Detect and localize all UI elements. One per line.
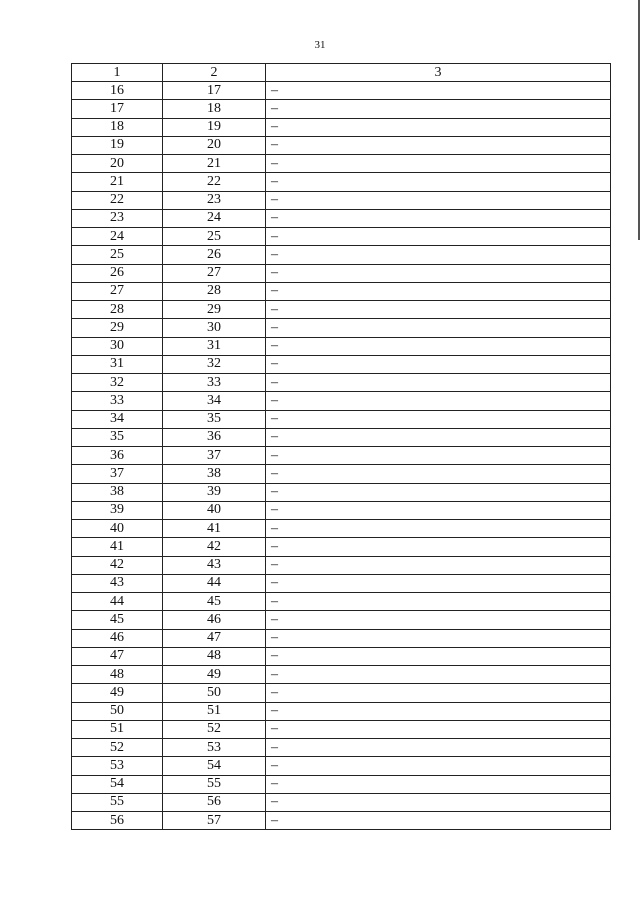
table-cell-col-2: 38 [163, 465, 266, 483]
table-row [72, 793, 611, 811]
table-row [72, 374, 611, 392]
table-cell-col-2: 29 [163, 301, 266, 319]
table-cell-col-3: – [266, 374, 611, 392]
table-cell-col-1: 33 [72, 392, 163, 410]
table-cell-col-3: – [266, 520, 611, 538]
table-cell-col-3: – [266, 501, 611, 519]
table-cell-col-3: – [266, 264, 611, 282]
table-cell-col-1: 31 [72, 355, 163, 373]
table-cell-col-1: 46 [72, 629, 163, 647]
table-cell-col-2: 42 [163, 538, 266, 556]
table-cell-col-3: – [266, 629, 611, 647]
table-cell-col-1: 39 [72, 501, 163, 519]
table-cell-col-1: 56 [72, 812, 163, 830]
table-cell-col-3: – [266, 647, 611, 665]
table-cell-col-3: – [266, 775, 611, 793]
table-cell-col-2: 56 [163, 793, 266, 811]
table-cell-col-1: 25 [72, 246, 163, 264]
table-cell-col-3: – [266, 483, 611, 501]
table-row [72, 447, 611, 465]
table-row [72, 611, 611, 629]
table-cell-col-3: – [266, 191, 611, 209]
table-cell-col-3: – [266, 465, 611, 483]
table-cell-col-3: – [266, 702, 611, 720]
table-cell-col-1: 22 [72, 191, 163, 209]
table-cell-col-3: – [266, 757, 611, 775]
table-row [72, 173, 611, 191]
table-row [72, 812, 611, 830]
table-cell-col-3: – [266, 392, 611, 410]
table-cell-col-2: 27 [163, 264, 266, 282]
table-row [72, 155, 611, 173]
table-row [72, 136, 611, 154]
table-row [72, 301, 611, 319]
table-body [72, 82, 611, 830]
table-cell-col-3: – [266, 793, 611, 811]
table-cell-col-3: – [266, 355, 611, 373]
table-cell-col-3: – [266, 812, 611, 830]
table-cell-col-3: – [266, 82, 611, 100]
table-cell-col-3: – [266, 228, 611, 246]
table-cell-col-1: 32 [72, 374, 163, 392]
table-row [72, 264, 611, 282]
table-cell-col-1: 54 [72, 775, 163, 793]
table-cell-col-1: 19 [72, 136, 163, 154]
table-cell-col-3: – [266, 136, 611, 154]
table-row [72, 337, 611, 355]
table-cell-col-2: 48 [163, 647, 266, 665]
table-cell-col-2: 32 [163, 355, 266, 373]
table-cell-col-1: 37 [72, 465, 163, 483]
table-row [72, 209, 611, 227]
table-cell-col-3: – [266, 739, 611, 757]
table-cell-col-1: 38 [72, 483, 163, 501]
table-row [72, 739, 611, 757]
table-row [72, 118, 611, 136]
table-cell-col-1: 42 [72, 556, 163, 574]
table-cell-col-2: 39 [163, 483, 266, 501]
table-cell-col-2: 46 [163, 611, 266, 629]
table-cell-col-2: 19 [163, 118, 266, 136]
table-row [72, 520, 611, 538]
table-row [72, 629, 611, 647]
table-row [72, 410, 611, 428]
table-row [72, 666, 611, 684]
table-row [72, 702, 611, 720]
table-cell-col-2: 21 [163, 155, 266, 173]
table-cell-col-3: – [266, 209, 611, 227]
table-header-row [72, 64, 611, 82]
table-row [72, 355, 611, 373]
table-row [72, 392, 611, 410]
table-cell-col-2: 49 [163, 666, 266, 684]
table-cell-col-1: 48 [72, 666, 163, 684]
table-cell-col-1: 55 [72, 793, 163, 811]
table-row [72, 282, 611, 300]
table-row [72, 574, 611, 592]
table-cell-col-1: 28 [72, 301, 163, 319]
table-cell-col-1: 35 [72, 428, 163, 446]
table-cell-col-3: – [266, 282, 611, 300]
table-cell-col-2: 35 [163, 410, 266, 428]
table-row [72, 720, 611, 738]
column-header-3: 3 [266, 64, 611, 82]
table-row [72, 465, 611, 483]
table-cell-col-1: 36 [72, 447, 163, 465]
table-cell-col-3: – [266, 428, 611, 446]
table-row [72, 228, 611, 246]
table-cell-col-2: 34 [163, 392, 266, 410]
table-row [72, 775, 611, 793]
table-cell-col-2: 50 [163, 684, 266, 702]
table-cell-col-1: 30 [72, 337, 163, 355]
table-cell-col-2: 33 [163, 374, 266, 392]
table-cell-col-1: 49 [72, 684, 163, 702]
table-cell-col-1: 20 [72, 155, 163, 173]
table-row [72, 246, 611, 264]
data-table [71, 63, 611, 830]
table-cell-col-1: 53 [72, 757, 163, 775]
table-cell-col-2: 37 [163, 447, 266, 465]
table-cell-col-1: 23 [72, 209, 163, 227]
table-cell-col-3: – [266, 666, 611, 684]
table-cell-col-2: 28 [163, 282, 266, 300]
table-row [72, 191, 611, 209]
table-row [72, 684, 611, 702]
table-cell-col-1: 50 [72, 702, 163, 720]
column-header-2: 2 [163, 64, 266, 82]
table-cell-col-1: 21 [72, 173, 163, 191]
table-cell-col-3: – [266, 173, 611, 191]
table-cell-col-1: 27 [72, 282, 163, 300]
table-cell-col-3: – [266, 593, 611, 611]
table-cell-col-2: 20 [163, 136, 266, 154]
table-row [72, 593, 611, 611]
table-cell-col-2: 57 [163, 812, 266, 830]
table-cell-col-2: 36 [163, 428, 266, 446]
page-number: 31 [314, 39, 326, 51]
table-cell-col-2: 44 [163, 574, 266, 592]
table-cell-col-3: – [266, 556, 611, 574]
table-cell-col-1: 24 [72, 228, 163, 246]
table-cell-col-1: 44 [72, 593, 163, 611]
table-cell-col-2: 18 [163, 100, 266, 118]
table-row [72, 82, 611, 100]
table-cell-col-3: – [266, 301, 611, 319]
table-cell-col-3: – [266, 720, 611, 738]
table-cell-col-2: 51 [163, 702, 266, 720]
table-row [72, 556, 611, 574]
table-cell-col-2: 40 [163, 501, 266, 519]
table-cell-col-1: 18 [72, 118, 163, 136]
table-cell-col-2: 47 [163, 629, 266, 647]
column-header-1: 1 [72, 64, 163, 82]
table-cell-col-2: 54 [163, 757, 266, 775]
table-cell-col-1: 43 [72, 574, 163, 592]
table-cell-col-2: 24 [163, 209, 266, 227]
table-cell-col-3: – [266, 319, 611, 337]
table-cell-col-2: 31 [163, 337, 266, 355]
table-row [72, 483, 611, 501]
table-cell-col-2: 53 [163, 739, 266, 757]
table-row [72, 538, 611, 556]
table-cell-col-1: 41 [72, 538, 163, 556]
table-cell-col-1: 52 [72, 739, 163, 757]
table-cell-col-1: 47 [72, 647, 163, 665]
table-cell-col-2: 17 [163, 82, 266, 100]
table-cell-col-1: 34 [72, 410, 163, 428]
table-cell-col-3: – [266, 574, 611, 592]
table-row [72, 647, 611, 665]
table-cell-col-3: – [266, 246, 611, 264]
table-cell-col-3: – [266, 118, 611, 136]
table-cell-col-1: 26 [72, 264, 163, 282]
table-cell-col-3: – [266, 100, 611, 118]
table-row [72, 757, 611, 775]
table-cell-col-2: 52 [163, 720, 266, 738]
table-cell-col-2: 22 [163, 173, 266, 191]
table-cell-col-1: 51 [72, 720, 163, 738]
table-row [72, 501, 611, 519]
table-cell-col-2: 41 [163, 520, 266, 538]
table-cell-col-3: – [266, 538, 611, 556]
table-cell-col-3: – [266, 410, 611, 428]
table-cell-col-2: 23 [163, 191, 266, 209]
table-cell-col-1: 16 [72, 82, 163, 100]
table-row [72, 428, 611, 446]
table-cell-col-3: – [266, 684, 611, 702]
table-cell-col-2: 26 [163, 246, 266, 264]
table-cell-col-2: 55 [163, 775, 266, 793]
table-cell-col-2: 43 [163, 556, 266, 574]
table-cell-col-1: 29 [72, 319, 163, 337]
table-cell-col-3: – [266, 337, 611, 355]
table-cell-col-3: – [266, 447, 611, 465]
table-cell-col-1: 40 [72, 520, 163, 538]
table-cell-col-2: 45 [163, 593, 266, 611]
table-cell-col-3: – [266, 611, 611, 629]
table-cell-col-2: 30 [163, 319, 266, 337]
table-row [72, 100, 611, 118]
table-cell-col-1: 17 [72, 100, 163, 118]
table-row [72, 319, 611, 337]
table-cell-col-1: 45 [72, 611, 163, 629]
table-cell-col-2: 25 [163, 228, 266, 246]
table-cell-col-3: – [266, 155, 611, 173]
